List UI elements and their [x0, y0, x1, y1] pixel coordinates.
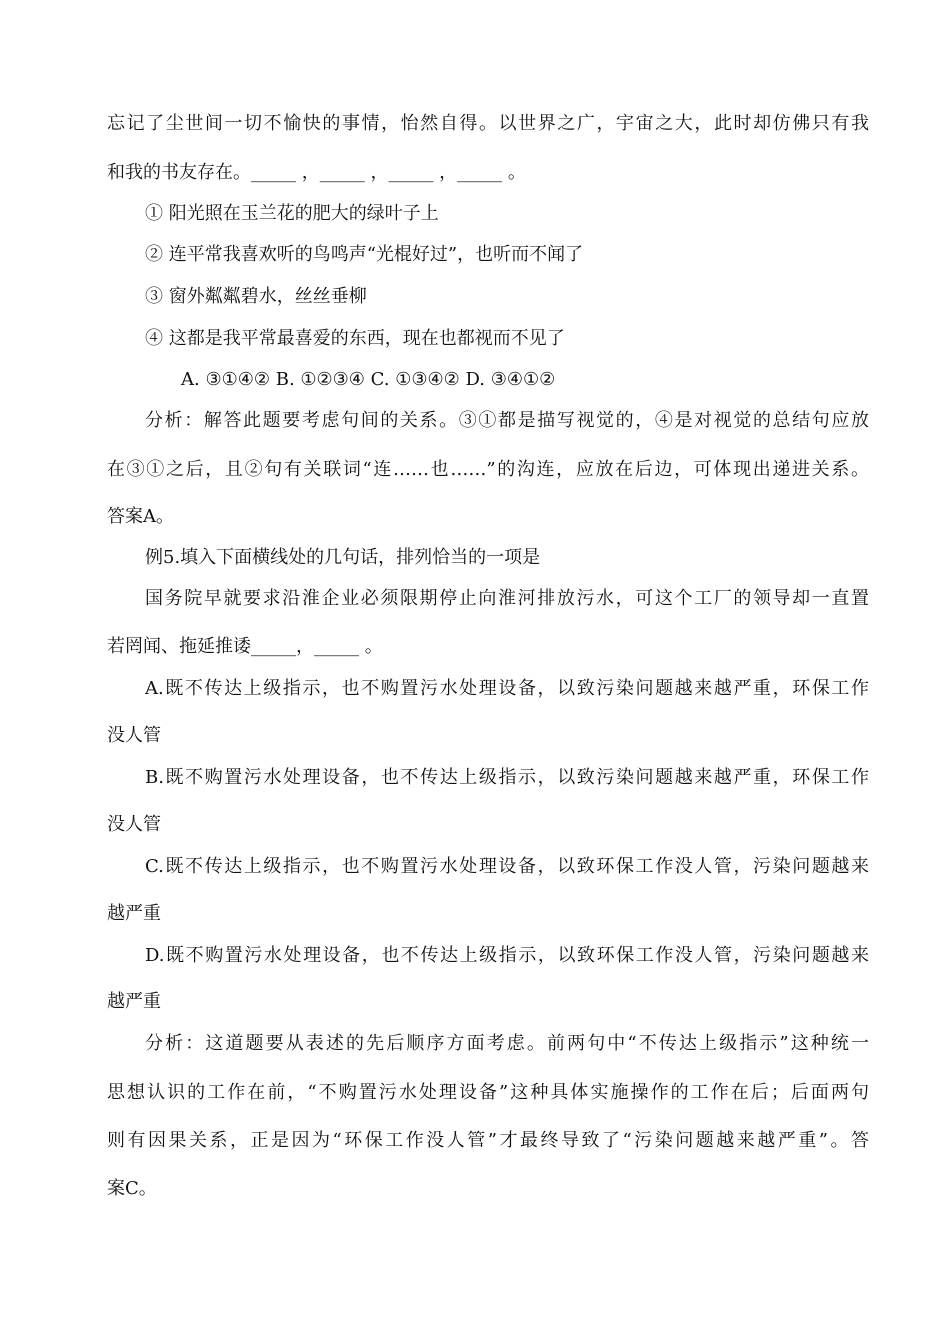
option-d-line-2: 越严重	[107, 991, 161, 1012]
analysis-5-line-2: 思想认识的工作在前，“不购置污水处理设备”这种具体实施操作的工作在后；后面两句	[107, 1082, 869, 1103]
analysis-5-answer: 案C。	[107, 1178, 157, 1199]
option-b-line-1: B.既不购置污水处理设备，也不传达上级指示，以致污染问题越来越严重，环保工作	[145, 767, 869, 788]
example-5-stem-line-1: 国务院早就要求沿淮企业必须限期停止向淮河排放污水，可这个工厂的领导却一直置	[145, 588, 869, 609]
passage-line-2: 和我的书友存在。_____ ，_____ ，_____ ，_____ 。	[107, 162, 526, 183]
option-b-line-2: 没人管	[107, 814, 161, 835]
option-d-line-1: D.既不购置污水处理设备，也不传达上级指示，以致环保工作没人管，污染问题越来	[145, 945, 869, 966]
example-5-stem-line-2: 若罔闻、拖延推诿_____，_____ 。	[107, 636, 383, 657]
option-c-line-1: C.既不传达上级指示，也不购置污水处理设备，以致环保工作没人管，污染问题越来	[145, 856, 869, 877]
sentence-item-4: ④ 这都是我平常最喜爱的东西，现在也都视而不见了	[145, 328, 565, 349]
passage-line-1: 忘记了尘世间一切不愉快的事情，怡然自得。以世界之广，宇宙之大，此时却仿佛只有我	[107, 113, 869, 134]
analysis-4-line-1: 分析：解答此题要考虑句间的关系。③①都是描写视觉的，④是对视觉的总结句应放	[145, 410, 869, 431]
question-4-choices: A. ③①④② B. ①②③④ C. ①③④② D. ③④①②	[181, 369, 556, 390]
analysis-4-answer: 答案A。	[107, 506, 174, 527]
option-a-line-1: A.既不传达上级指示，也不购置污水处理设备，以致污染问题越来越严重，环保工作	[145, 678, 869, 699]
sentence-item-3: ③ 窗外粼粼碧水，丝丝垂柳	[145, 286, 367, 307]
sentence-item-2: ② 连平常我喜欢听的鸟鸣声“光棍好过”，也听而不闻了	[145, 244, 584, 265]
option-a-line-2: 没人管	[107, 725, 161, 746]
option-c-line-2: 越严重	[107, 903, 161, 924]
analysis-5-line-3: 则有因果关系，正是因为“环保工作没人管”才最终导致了“污染问题越来越严重”。答	[107, 1130, 869, 1151]
analysis-5-line-1: 分析：这道题要从表述的先后顺序方面考虑。前两句中“不传达上级指示”这种统一	[145, 1033, 869, 1054]
analysis-4-line-2: 在③①之后，且②句有关联词“连……也……”的沟连，应放在后边，可体现出递进关系。	[107, 459, 869, 480]
example-5-title: 例5.填入下面横线处的几句话，排列恰当的一项是	[145, 547, 541, 568]
sentence-item-1: ① 阳光照在玉兰花的肥大的绿叶子上	[145, 203, 439, 224]
